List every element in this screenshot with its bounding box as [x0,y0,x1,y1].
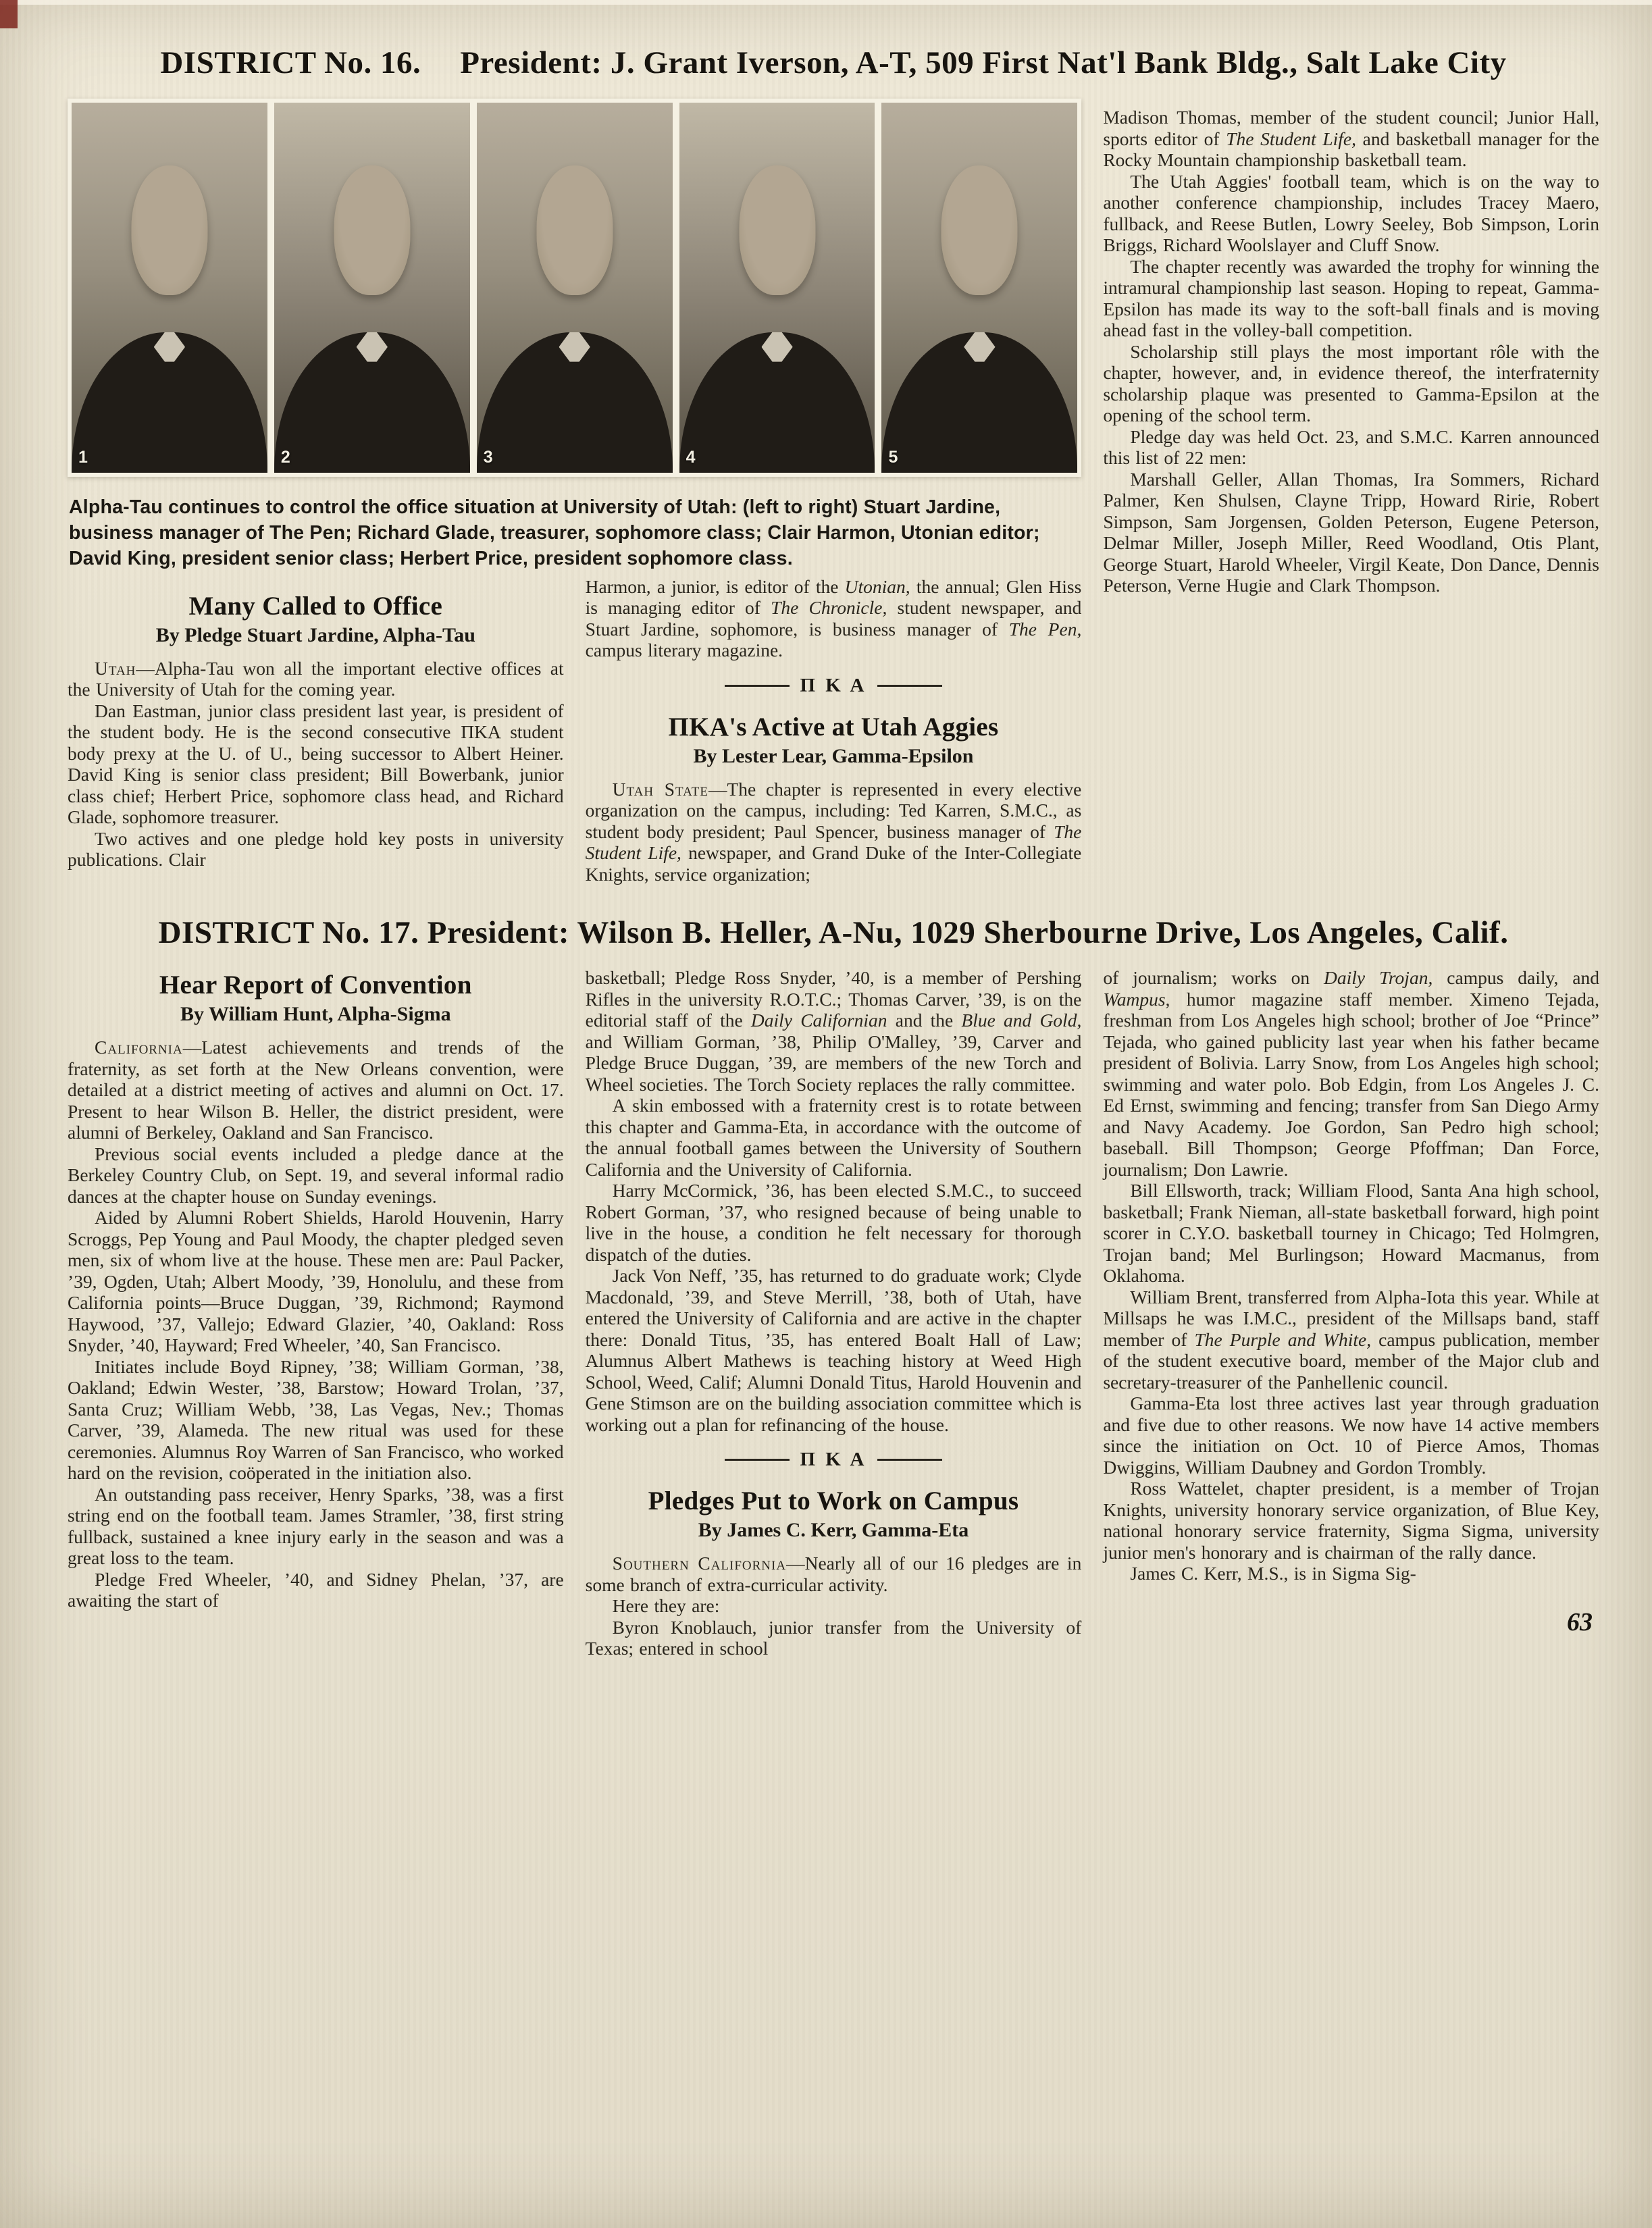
paragraph: James C. Kerr, M.S., is in Sigma Sig- [1130,1563,1416,1584]
article-body-continued [1103,967,1599,1584]
pka-divider-label: Π Κ Α [800,1449,867,1471]
portrait-photo [679,103,875,473]
paragraph: Initiates include Boyd Ripney, ’38; William Gorman, ’38, Oakland; Edwin Wester, ’38, Barstow; Howard Trolan, ’37, Santa Cruz; William Webb, ’38, Las Vegas, Nev.; Thomas Carver, ’39, Alameda. The new ritual was used for these ceremonies. Alumnus Roy Warren of San Francisco, who worked hard on the revision, coöperated in the initiation also. [68,1355,564,1484]
district17-section [68,967,1599,1659]
article-byline: By James C. Kerr, Gamma-Eta [698,1519,969,1542]
paragraph: Harmon, a junior, is editor of the Utonian, the annual; Glen Hiss is managing editor of The Chronicle, student newspaper, and Stuart Jardine, sophomore, is business manager of The Pen, campus literary magazine. [585,575,1082,661]
portrait-head [131,165,207,295]
article-body-continued [586,576,1082,661]
paragraph: Marshall Geller, Allan Thomas, Ira Sommers, Richard Palmer, Ken Shulsen, Clayne Tripp, Howard Ririe, Robert Simpson, Sam Jorgensen, Golden Peterson, Eugene Peterson, Delmar Miller, Joseph Miller, Reed Woodland, Otis Plant, George Stuart, Harold Wheeler, Virgil Keate, Don Dance, Dennis Peterson, Verne Hugie and Clark Thompson. [1103,468,1599,596]
district16-section [68,99,1599,885]
paragraph: Pledge Fred Wheeler, ’40, and Sidney Phelan, ’37, are awaiting the start of [68,1568,564,1611]
paragraph: Two actives and one pledge hold key posts in university publications. Clair [68,827,564,871]
paragraph: of journalism; works on Daily Trojan, campus daily, and Wampus, humor magazine staff member. Ximeno Tejada, freshman from Los Angeles high school; brother of Joe “Prince” Tejada, who gained publicity last year when his father became president of Bolivia. Larry Snow, from Los Angeles high school; swimming and water polo. Bob Edgin, from Los Angeles J. C. Ed Ernst, swimming and fencing; transfer from San Diego Army and Navy Academy. Joe Gordon, San Pedro high school; baseball. Bill Thompson; George Pfoffman; Dan Force, journalism; Don Lawrie. [1103,967,1599,1180]
article-byline: By Pledge Stuart Jardine, Alpha-Tau [155,623,475,646]
divider-rule [725,1459,790,1461]
article-byline: By Lester Lear, Gamma-Epsilon [693,744,974,767]
paragraph: The Utah Aggies' football team, which is on the way to another conference championship, includes Tracey Maero, fullback, and Reese Butlen, Lowry Seeley, Bob Simpson, Lorin Briggs, Richard Woolslayer and Cluff Snow. [1103,170,1599,255]
paragraph: Utah—Alpha-Tau won all the important elective offices at the University of Utah for the coming year. [68,657,564,700]
district17-column-3 [1103,967,1599,1659]
photo-number: 3 [483,448,493,467]
paragraph: An outstanding pass receiver, Henry Sparks, ’38, was a first string end on the football team. James Stramler, ’38, first string fullback, sustained a knee injury early in the season and was a great loss to the team. [68,1483,564,1569]
paragraph: Dan Eastman, junior class president last year, is president of the student body. He is the second consecutive ΠΚΑ student body prexy at the U. of U., being successor to Albert Heiner. David King is senior class president; Bill Bowerbank, junior class chief; Herbert Price, sophomore class head, and Richard Glade, sophomore treasurer. [68,700,564,828]
paragraph: Previous social events included a pledge dance at the Berkeley Country Club, on Sept. 19, and several informal radio dances at the chapter house on Sunday evenings. [68,1143,564,1207]
portrait-head [739,165,815,295]
portrait-photo [274,103,470,473]
corner-mark [0,0,18,28]
paragraph: A skin embossed with a fraternity crest is to rotate between this chapter and Gamma-Eta, in accordance with the outcome of the annual football games between the University of Southern California and the University of California. [585,1095,1082,1180]
paragraph: Bill Ellsworth, track; William Flood, Santa Ana high school, basketball; Frank Nieman, all-state basketball forward, high point scorer in C.Y.O. basketball tourney in Chicago; Ted Holmgren, Trojan band; Mel Burlingson; Howard Macmanus, from Oklahoma. [1103,1180,1599,1287]
page-top-edge [0,0,1652,5]
paragraph: Here they are: [612,1595,720,1617]
portrait-head [334,165,410,295]
page-number: 63 [1567,1607,1593,1636]
district16-number: DISTRICT No. 16. [160,45,421,80]
paragraph: basketball; Pledge Ross Snyder, ’40, is a member of Pershing Rifles in the university R.O.T.C.; Thomas Carver, ’39, is on the editorial staff of the Daily Californian and the Blue and Gold, and William Gorman, ’38, Philip O'Malley, ’39, Carver and Pledge Bruce Duggan, ’39, are members of the new Torch and Wheel societies. The Torch Society replaces the rally committee. [585,967,1082,1095]
paragraph: California—Latest achievements and trends of the fraternity, as set forth at the New Orleans convention, were detailed at a district meeting of actives and alumni on Oct. 17. Present to hear Wilson B. Heller, the district president, were alumni of Berkeley, Oakland and San Francisco. [68,1037,564,1143]
photo-number: 5 [888,448,898,467]
paragraph: Harry McCormick, ’36, has been elected S.M.C., to succeed Robert Gorman, ’37, who resigned because of being unable to live in the house, a condition he felt necessary for thorough dispatch of the duties. [585,1180,1082,1265]
divider-rule [877,685,942,687]
article-body-continued [1103,107,1599,596]
article-title: ΠΚΑ's Active at Utah Aggies [668,712,999,742]
pka-divider-label: Π Κ Α [800,674,867,696]
article-byline: By William Hunt, Alpha-Sigma [180,1003,451,1026]
article-body [586,1553,1082,1659]
article-title: Hear Report of Convention [159,970,472,1000]
paragraph: Ross Wattelet, chapter president, is a member of Trojan Knights, university honorary service organization, of Blue Key, national honorary service fraternity, Sigma Sigma, university junior men's honorary and is chairman of the rally dance. [1103,1478,1599,1563]
portrait-photo [72,103,267,473]
divider-rule [877,1459,942,1461]
portrait-head [941,165,1018,295]
paragraph: Utah State—The chapter is represented in every elective organization on the campus, including: Ted Karren, S.M.C., as student body president; Paul Spencer, business manager of The Student Life, newspaper, and Grand Duke of the Inter-Collegiate Knights, service organization; [585,778,1082,885]
paragraph: William Brent, transferred from Alpha-Iota this year. While at Millsaps he was I.M.C., president of the Millsaps band, staff member of The Purple and White, campus publication, member of the student executive board, member of the Major club and secretary-treasurer of the Panhellenic council. [1103,1286,1599,1393]
district17-title: DISTRICT No. 17. President: Wilson B. Heller, A-Nu, 1029 Sherbourne Drive, Los Angeles, Calif. [158,915,1509,951]
district16-president: President: J. Grant Iverson, A-T, 509 First Nat'l Bank Bldg., Salt Lake City [460,45,1507,80]
portrait-head [536,165,613,295]
paragraph: Jack Von Neff, ’35, has returned to do graduate work; Clyde Macdonald, ’39, and Steve Merrill, ’38, both of Utah, have entered the University of California and are active in the chapter there: Donald Titus, ’35, has entered Boalt Hall of Law; Alumnus Albert Mathews is teaching history at Weed High School, Weed, Calif; Alumni Donald Titus, Harold Houvenin and Gene Stimson are on the building association committee which is working out a plan for refinancing of the house. [585,1265,1082,1435]
district16-column-2 [586,576,1082,885]
paragraph: Southern California—Nearly all of our 16 pledges are in some branch of extra-curricular activity. [585,1553,1082,1595]
article-body [68,1037,564,1611]
photo-strip [68,99,1081,477]
district16-column-3 [1103,99,1599,885]
district17-column-1 [68,967,564,1659]
article-body [586,779,1082,885]
district17-header [68,914,1599,951]
article-title: Pledges Put to Work on Campus [648,1486,1019,1516]
paragraph: Scholarship still plays the most important rôle with the chapter, however, and, in evidence thereof, the interfraternity scholarship plaque was presented to Gamma-Epsilon at the opening of the school term. [1103,340,1599,425]
article-body [68,658,564,871]
paragraph: Byron Knoblauch, junior transfer from the University of Texas; entered in school [585,1616,1082,1659]
district16-column-1 [68,576,564,885]
photo-number: 1 [78,448,88,467]
portrait-photo [881,103,1077,473]
pka-divider [586,1449,1082,1471]
paragraph: The chapter recently was awarded the trophy for winning the intramural championship last season. Hoping to repeat, Gamma-Epsilon has made its way to the soft-ball finals and is moving ahead fast in the volley-ball competition. [1103,255,1599,340]
divider-rule [725,685,790,687]
paragraph: Aided by Alumni Robert Shields, Harold Houvenin, Harry Scroggs, Pep Young and Paul Moody, the chapter pledged seven men, six of whom live at the house. These men are: Paul Packer, ’39, Ogden, Utah; Albert Moody, ’39, Honolulu, and these from California points—Bruce Duggan, ’39, Richmond; Raymond Haywood, ’37, Vallejo; Edward Glazier, ’40, Oakland: Ross Snyder, ’40, Hayward; Fred Wheeler, ’40, San Francisco. [68,1207,564,1356]
paragraph: Madison Thomas, member of the student council; Junior Hall, sports editor of The Student Life, and basketball manager for the Rocky Mountain championship basketball team. [1103,107,1599,170]
photo-number: 4 [686,448,696,467]
photo-number: 2 [280,448,290,467]
photo-block [68,99,1081,576]
article-title: Many Called to Office [188,591,443,621]
photo-caption: Alpha-Tau continues to control the office situation at University of Utah: (left to right) Stuart Jardine, business manager of The Pen; Richard Glade, treasurer, sophomore class; Clair Harmon, Utonian editor; David King, president senior class; Herbert Price, president sophomore class. [69,496,1040,570]
pka-divider [586,675,1082,697]
district16-header [68,45,1599,81]
paragraph: Gamma-Eta lost three actives last year through graduation and five due to other reasons. We now have 14 active members since the initiation on Oct. 10 of Pierce Amos, Thomas Dwiggins, William Daubney and Gordon Trombly. [1103,1393,1599,1478]
article-body-continued [586,967,1082,1435]
portrait-photo [477,103,673,473]
district17-column-2 [586,967,1082,1659]
paragraph: Pledge day was held Oct. 23, and S.M.C. Karren announced this list of 22 men: [1103,425,1599,468]
